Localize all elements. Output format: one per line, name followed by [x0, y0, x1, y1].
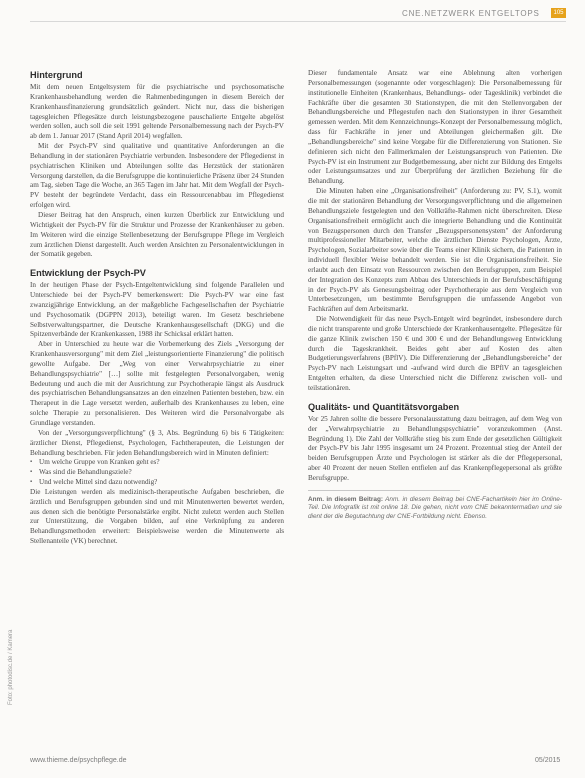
bullet-list	[30, 458, 284, 488]
paragraph: Dieser Beitrag hat den Anspruch, einen kurzen Überblick zur Entwicklung und Wichtigkeit der Psych-PV für die Struktur und Prozesse der Krankenhäuser zu geben. Im Weiteren wird die einzige Stellenbesetzung der Berufsgruppe Pflege im Vergleich zum ärztlichen Dienst dargestellt. Auch werden Ansichten zu Personalentwicklungen in der Somatik gegeben.	[30, 210, 284, 259]
paragraph: Dieser fundamentale Ansatz war eine Ablehnung alten vorherigen Personalbemessungen (sogenannte oder vorgeschlagen): Die Personalbemessung für institutionelle Einheiten (Krankenhaus, Behandlungs- oder Tagesklinik) verbindet die Fachkräfte über die gesamten 30 Stationstypen, die mit den Stellenvorgaben der Behandlungsbereiche und Pflegestufen nach den Stationstypen in ihrer Gesamtheit gemessen werden. Mit dem Kennzeichnungs-Konzept der Personalbemessung möglich, dass für Fachkräfte in jener und Abteilungen gleichermaßen gilt. Die „Behandlungsbereiche" sind keine Vorgabe für die Differenzierung von Stationen. Sie definieren sich nicht den Fallmerkmalen der Leistungsanspruch von Patienten. Die Psych-PV ist ein Instrument zur Budgetbemessung, aber nicht zur Bildung des Entgelts oder Leistungsumsatzes und zur Überprüfung der ärztlichen Beziehung für die Behandlung.	[308, 69, 562, 186]
page-number-badge: 105	[551, 8, 566, 18]
paragraph: Vor 25 Jahren sollte die bessere Personalausstattung dazu beitragen, auf dem Weg von der „Verwahrpsychiatrie zu Behandlungspsychiatrie" voranzukommen (Anst. Begründung 1). Die Zahl der Vollkräfte stieg bis zum Ende der gesetzlichen Gültigkeit der Psych-PV bis Jahr 1995 insgesamt um 24 Prozent. Prozentual stieg der Anteil der beiden Berufsgruppen Ärzte und Psychologen ist stärker als die der Pflegepersonal, aber 40 Prozent der neuen Stellen entfielen auf das Krankenpflegepersonal als größte Berufsgruppe.	[308, 414, 562, 482]
footnote	[308, 496, 562, 522]
footnote-title: Anm. in diesem Beitrag:	[308, 495, 383, 503]
paragraph: Die Minuten haben eine „Organisationsfreiheit" (Anforderung zu: PV, S.1), womit die mit der stationären Behandlung der Versorgungsverpflichtung und die allgemeinen Behandlungsziele festgelegten und den Vollkräfte-Rahmen nicht überschreiten. Diese Organisationsfreiheit ermöglicht auch die integrierte Behandlung und die Kontinuität von Bezugspersonen durch den Transfer „Bezugspersonensystem" der Anforderung multiprofessioneller Mitarbeiter, welche die ärztlichen Dienste Psychologen, Ärzte, Psychologen, Sozialarbeiter sowie über die Teams einer Klinik sichern, die Patienten in individuell flexibler Weise behandelt werden. Sie ist die Organisationsfreiheit. Sie erlaubt auch den Einsatz von Ressourcen zwischen den Berufsgruppen, zum Beispiel der Integration des Konzepts zum Abbau des Unterschieds in der Berufsbeschäftigung in der Psych-PV als Genesungsbeitrag oder Psychotherapie aus dem Vergleich von Unterbesetzungen, um bestimmte Berufsgruppen die umfassende Angebot von Fachkräften auf dem Arbeitsmarkt.	[308, 187, 562, 314]
left-column	[30, 69, 284, 547]
paragraph: Mit dem neuen Entgeltsystem für die psychiatrische und psychosomatische Krankenhausbehandlung werden die Rahmenbedingungen in diesem Bereich der Krankenhausfinanzierung grundsätzlich geändert. Nicht nur, dass die bisherigen tagesgleichen Pflegesätze durch leistungsbezogene pauschalierte Entgelte abgelöst werden sollen, auch soll die seit 1991 geltende Personalbemessung nach der Psych-PV ab dem 1. Januar 2017 (Stand April 2014) wegfallen.	[30, 83, 284, 141]
list-item: ▪ Und welche Mittel sind dazu notwendig?	[39, 478, 284, 488]
footnote-text: Anm. in diesem Beitrag bei CNE-Fachartikeln hier im Online-Teil. Die Infografik ist mit online 18. Die gehen, nicht vom CNE bekanntermaßen und sie dient der die Begutachtung der CNE-Fortbildung nicht. Ebenso.	[308, 495, 562, 520]
list-item: ▪ Um welche Gruppe von Kranken geht es?	[39, 458, 284, 468]
photo-credit: Foto: photodisc.de / Kamera	[8, 629, 14, 705]
list-item: ▪ Was sind die Behandlungsziele?	[39, 468, 284, 478]
section-heading-qualitaet: Qualitäts- und Quantitätsvorgaben	[308, 401, 460, 412]
section-heading-hintergrund: Hintergrund	[30, 70, 83, 80]
paragraph: Von der „Versorgungsverpflichtung" (§ 3, Abs. Begründung 6) bis 6 Tätigkeiten: ärztlicher Dienst, Pflegedienst, Psychologen, Fachtherapeuten, die Leistungen der Behandlung beschrieben. Für jeden Behandlungsbereich wird in Minuten definiert:	[30, 428, 284, 457]
footer-url: www.thieme.de/psychpflege.de	[30, 757, 127, 764]
header-label: CNE.NETZWERK ENTGELTOPS	[402, 9, 540, 18]
paragraph: Aber in Unterschied zu heute war die Vorbemerkung des Ziels „Versorgung der Krankenhausversorgung" mit dem Ziel „leistungsorientierte Finanzierung" die politisch gewollte Aufgabe. Der „Weg von einer Verwahrpsychiatrie zu einer Behandlungspsychiatrie" […] sollte mit festgelegten Personalvorgaben, wenig Bedeutung und auch die mit der Ausrichtung zur Psychotherapie längst als Ausdruck des psychiatrischen Behandlungsansatzes an den einzelnen Patienten bestehen, bzw. ein Therapeut in die Lage versetzt werden, außerhalb des Krankenhauses zu leben, eine solche Therapie zu personalisieren. Des Weiteren wird die Personalvorgabe als Grundlage verstanden.	[30, 340, 284, 427]
paragraph: Mit der Psych-PV sind qualitative und quantitative Anforderungen an die Behandlung in der stationären Psychiatrie verbunden. Insbesondere der Pflegedienst in psychiatrischen Kliniken und Abteilungen sollte das Herzstück der stationären Versorgung darstellen, da die Berufsgruppe die kontinuierliche Präsenz über 24 Stunden am Tag, sieben Tage die Woche, an 365 Tagen im Jahr hat. Mit dem Wegfall der Psych-PV besteht der begründete Verdacht, dass ein Ressourcenabbau im Pflegedienst erfolgen wird.	[30, 142, 284, 210]
paragraph: In der heutigen Phase der Psych-Entgeltentwicklung sind folgende Parallelen und Unterschiede bei der Psych-PV bemerkenswert: Die Psych-PV war eine fast zwanzigjährige Entwicklung, an der maßgebliche Fachgesellschaften der Psychiatrie und Psychosomatik (DGPPN 2013), beteiligt waren. Im Gesetz beschriebene Selbstverwaltungspartner, die Deutsche Krankenhausgesellschaft (DKG) und die Spitzenverbände der Krankenkassen, 1988 ihr Schicksal erklärt hatten.	[30, 281, 284, 339]
right-column	[308, 69, 562, 522]
paragraph: Die Leistungen werden als medizinisch-therapeutische Aufgaben beschrieben, die ärztlich und Berufsgruppen gebunden sind und mit Minutenwerten bewertet werden, aus denen sich die benötigte Personalstärke ergibt. Nicht zuletzt werden auch Stellen zur Unterstützung, die Vorgaben bilden, auf eine Verknüpfung zu anderen Behandlungsmethoden erweitert: Beispielsweise werden die Minutenwerte als Stellenanteile (VK) berechnet.	[30, 487, 284, 546]
footer-date: 05/2015	[535, 757, 561, 764]
header-rule	[30, 21, 566, 22]
footnote-divider	[308, 490, 460, 491]
paragraph: Die Notwendigkeit für das neue Psych-Entgelt wird begründet, insbesondere durch die nicht transparente und große Unterschiede der Krankenhausentgelte. Pflegesätze für die ganze Klinik zwischen 150 € und 300 € und der Behandlungsweg Entwicklung durch die Tageskrankheit. Beides geht aber auf Kosten des alten Budgetierungsverfahrens (BPflV). Die Differenzierung der „Behandlungsbereiche" der Psych-PV nach Leistungsart und -aufwand wird durch die BPflV an tagesgleichen Entgelten erhalten, da diese Unterschied nicht die Differenz zwischen voll- und teilstationären.	[308, 315, 562, 392]
section-heading-entwicklung: Entwicklung der Psych-PV	[30, 268, 146, 279]
